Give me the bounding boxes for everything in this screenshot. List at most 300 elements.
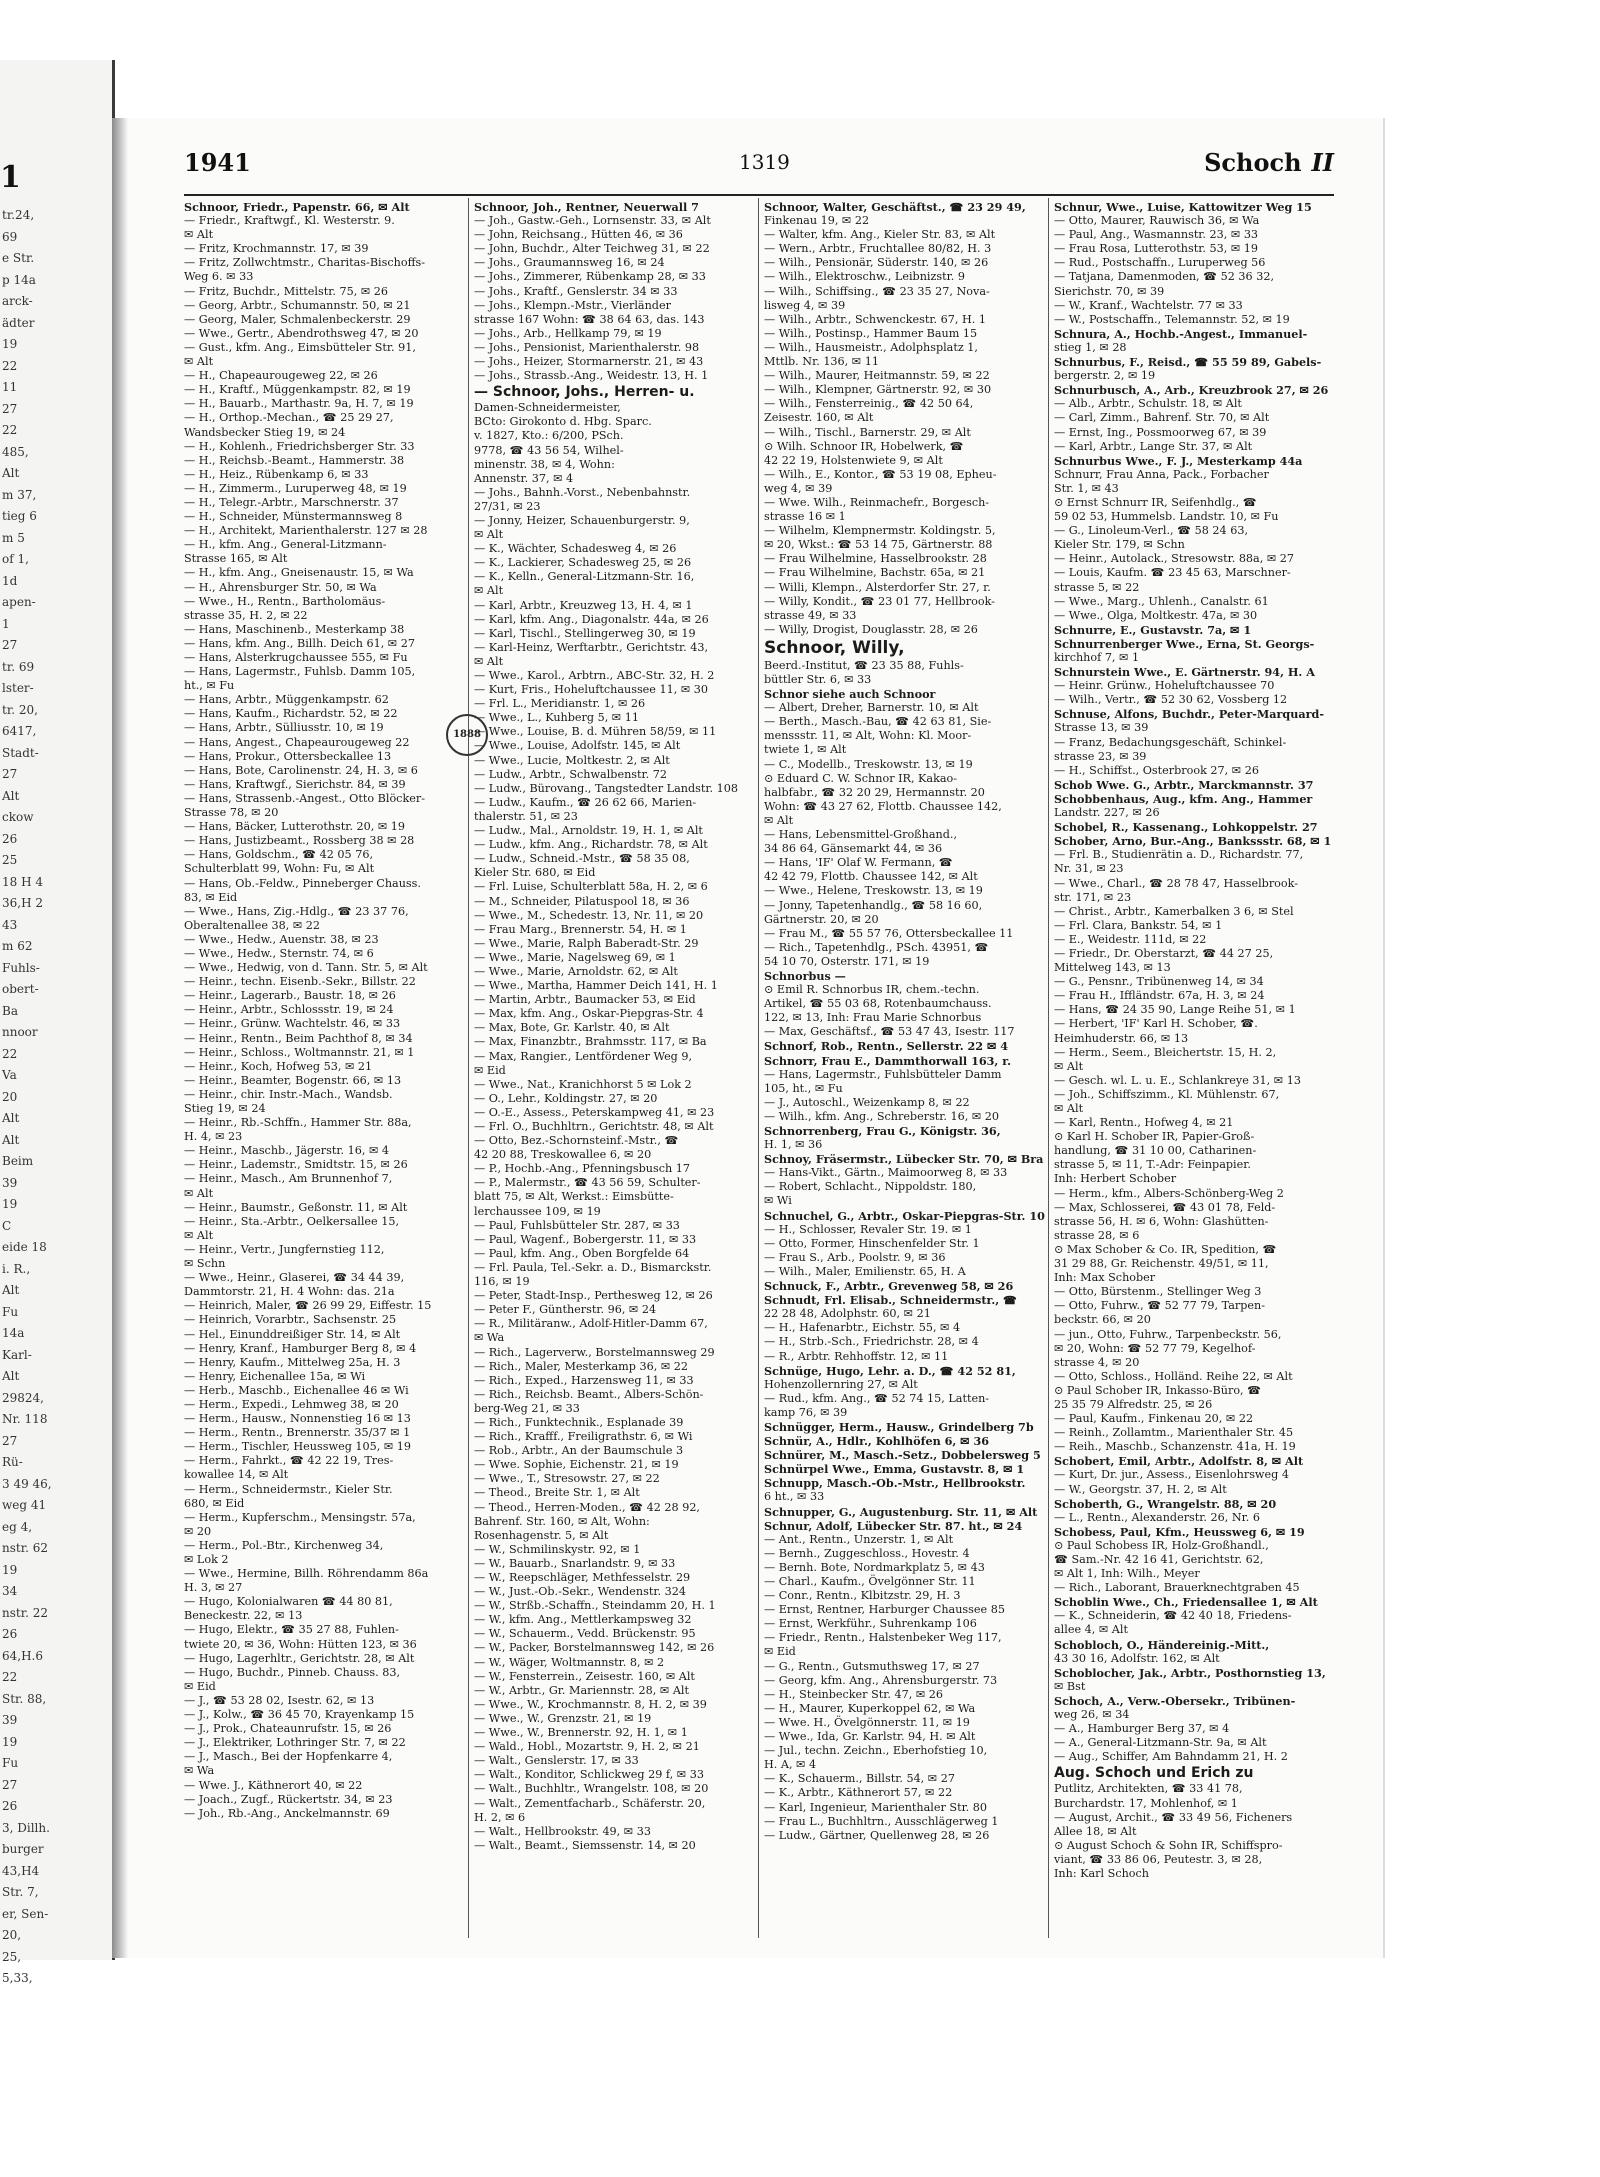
previous-page-fragment: m 5 xyxy=(2,530,25,545)
page-year: 1941 xyxy=(184,148,251,177)
directory-entry: — Joach., Zugf., Rückertstr. 34, ✉ 23 xyxy=(184,1792,393,1806)
directory-entry: — Wwe., Marg., Uhlenh., Canalstr. 61 xyxy=(1054,594,1269,608)
directory-entry: — Herm., kfm., Albers-Schönberg-Weg 2 xyxy=(1054,1186,1284,1200)
directory-entry: H. 3, ✉ 27 xyxy=(184,1581,243,1595)
previous-page-fragment: 26 xyxy=(2,1799,18,1813)
directory-entry: — Wilh., E., Kontor., ☎ 53 19 08, Epheu- xyxy=(764,467,997,481)
previous-page-fragment: Str. 88, xyxy=(2,1691,47,1706)
directory-entry: — Wilh., Schiffsing., ☎ 23 35 27, Nova- xyxy=(764,284,990,298)
directory-entry: strasse 49, ✉ 33 xyxy=(764,608,857,622)
page-header xyxy=(184,146,1334,186)
directory-entry: — G., Linoleum-Verl., ☎ 58 24 63, xyxy=(1054,524,1249,538)
previous-page-fragment: 27 xyxy=(2,401,18,416)
directory-entry: — Fritz, Buchdr., Mittelstr. 75, ✉ 26 xyxy=(184,284,388,298)
previous-page-number: 1 xyxy=(0,160,21,195)
directory-entry: Nr. 31, ✉ 23 xyxy=(1054,862,1124,876)
directory-entry: H. 4, ✉ 23 xyxy=(184,1130,243,1144)
directory-entry: ✉ Alt xyxy=(184,355,214,369)
directory-entry: — Carl, Zimm., Bahrenf. Str. 70, ✉ Alt xyxy=(1054,411,1270,425)
previous-page-fragment: 485, xyxy=(2,444,29,459)
previous-page-fragment: arck- xyxy=(2,294,33,308)
page-gutter-shadow xyxy=(112,118,128,1958)
directory-entry: Schnura, A., Hochb.-Angest., Immanuel- xyxy=(1054,326,1308,341)
directory-entry: — Rich., Krafff., Freiligrathstr. 6, ✉ Wi xyxy=(474,1430,693,1444)
directory-entry: — Schnoor, Johs., Herren- u. xyxy=(474,384,695,401)
directory-entry: 42 20 88, Treskowallee 6, ✉ 20 xyxy=(474,1148,652,1162)
directory-entry: 9778, ☎ 43 56 54, Wilhel- xyxy=(474,443,624,457)
directory-entry: Rosenhagenstr. 5, ✉ Alt xyxy=(474,1528,609,1542)
directory-entry: — Walt., Zementfacharb., Schäferstr. 20, xyxy=(474,1796,706,1810)
previous-page-fragment: tr. 20, xyxy=(2,702,38,717)
directory-entry: allee 4, ✉ Alt xyxy=(1054,1623,1128,1637)
previous-page-fragment: Alt xyxy=(2,1132,20,1147)
directory-entry: — Hans, Alsterkrugchaussee 555, ✉ Fu xyxy=(184,651,408,664)
directory-entry: Oberaltenallee 38, ✉ 22 xyxy=(184,918,321,932)
directory-entry: Schnürer, M., Masch.-Setz., Dobbelersweg 5 xyxy=(764,1448,1041,1463)
directory-entry: — Hans, Kraftwgf., Sierichstr. 84, ✉ 39 xyxy=(184,777,406,791)
previous-page-fragment: Str. 7, xyxy=(2,1885,39,1899)
directory-entry: — Johs., Zimmerer, Rübenkamp 28, ✉ 33 xyxy=(474,270,706,284)
directory-entry: — H., Ahrensburger Str. 50, ✉ Wa xyxy=(184,580,377,594)
directory-entry: weg 4, ✉ 39 xyxy=(764,481,833,495)
directory-entry: — Georg, kfm. Ang., Ahrensburgerstr. 73 xyxy=(764,1673,998,1687)
previous-page-fragment: i. R., xyxy=(2,1261,31,1276)
previous-page-fragment: lster- xyxy=(2,681,34,695)
directory-entry: — Charl., Kaufm., Övelgönner Str. 11 xyxy=(764,1575,976,1588)
directory-entry: 43 30 16, Adolfstr. 162, ✉ Alt xyxy=(1054,1651,1220,1665)
directory-entry: — Albert, Dreher, Barnerstr. 10, ✉ Alt xyxy=(764,701,979,715)
directory-entry: ht., ✉ Fu xyxy=(184,679,235,693)
directory-entry: — Ernst, Werkführ., Suhrenkamp 106 xyxy=(764,1617,977,1631)
directory-entry: — Rob., Arbtr., An der Baumschule 3 xyxy=(474,1444,684,1458)
directory-entry: — Herm., Schneidermstr., Kieler Str. xyxy=(184,1482,393,1496)
previous-page-fragment: 25 xyxy=(2,853,18,867)
directory-entry: — Ernst, Rentner, Harburger Chaussee 85 xyxy=(764,1603,1005,1617)
directory-entry: ✉ Eid xyxy=(184,1679,216,1693)
directory-entry: kowallee 14, ✉ Alt xyxy=(184,1468,289,1482)
directory-entry: ⊙ Karl H. Schober IR, Papier-Groß- xyxy=(1054,1130,1255,1144)
directory-entry: — Walt., Konditor, Schlickweg 29 f, ✉ 33 xyxy=(474,1768,704,1782)
directory-entry: — Hans, ☎ 24 35 90, Lange Reihe 51, ✉ 1 xyxy=(1054,1003,1296,1017)
directory-entry: — Paul, Wagenf., Bobergerstr. 11, ✉ 33 xyxy=(474,1232,697,1246)
directory-entry: Aug. Schoch und Erich zu xyxy=(1054,1765,1254,1782)
directory-entry: Schnoor, Willy, xyxy=(764,637,905,658)
directory-entry: — Otto, Maurer, Rauwisch 36, ✉ Wa xyxy=(1054,214,1260,228)
directory-entry: — W., Reepschläger, Methfesselstr. 29 xyxy=(474,1571,691,1584)
directory-entry: — Karl, Arbtr., Kreuzweg 13, H. 4, ✉ 1 xyxy=(474,598,693,612)
page-number: 1319 xyxy=(739,150,790,174)
header-rule xyxy=(184,194,1334,196)
directory-entry: str. 171, ✉ 23 xyxy=(1054,890,1132,904)
column-divider xyxy=(468,198,469,1938)
directory-entry: Putlitz, Architekten, ☎ 33 41 78, xyxy=(1054,1782,1243,1796)
directory-entry: — Frl. Paula, Tel.-Sekr. a. D., Bismarckstr. xyxy=(474,1260,712,1274)
directory-entry: — Johs., Pensionist, Marienthalerstr. 98 xyxy=(474,340,700,354)
directory-entry: Schobbenhaus, Aug., kfm. Ang., Hammer xyxy=(1054,791,1313,806)
directory-entry: — Martin, Arbtr., Baumacker 53, ✉ Eid xyxy=(474,993,696,1007)
directory-entry: — Wwe., H., Rentn., Bartholomäus- xyxy=(184,594,386,608)
directory-entry: — Walt., Buchhltr., Wrangelstr. 108, ✉ 20 xyxy=(474,1782,709,1796)
directory-entry: — Karl-Heinz, Werftarbtr., Gerichtstr. 43, xyxy=(474,640,709,654)
directory-entry: — Max, Schlosserei, ☎ 43 01 78, Feld- xyxy=(1054,1200,1276,1214)
directory-entry: — Wwe., T., Stresowstr. 27, ✉ 22 xyxy=(474,1472,660,1486)
directory-entry: — Otto, Bez.-Schornsteinf.-Mstr., ☎ xyxy=(474,1134,679,1148)
directory-entry: 42 22 19, Holstenwiete 9, ✉ Alt xyxy=(764,453,943,467)
directory-entry: — Wwe. Sophie, Eichenstr. 21, ✉ 19 xyxy=(474,1458,679,1472)
directory-entry: ⊙ Paul Schobess IR, Holz-Großhandl., xyxy=(1054,1538,1269,1552)
directory-entry: — Wilh., Vertr., ☎ 52 30 62, Vossberg 12 xyxy=(1054,693,1288,707)
directory-entry: — Heinr., Koch, Hofweg 53, ✉ 21 xyxy=(184,1059,373,1073)
directory-entry: Inh: Karl Schoch xyxy=(1054,1866,1150,1880)
directory-entry: — Max, Rangier., Lentfördener Weg 9, xyxy=(474,1049,693,1063)
directory-entry: — Louis, Kaufm. ☎ 23 45 63, Marschner- xyxy=(1054,566,1291,580)
directory-entry: — Heinr., Rentn., Beim Pachthof 8, ✉ 34 xyxy=(184,1031,413,1045)
previous-page-fragment: p 14a xyxy=(2,272,36,287)
previous-page-fragment: Fu xyxy=(2,1304,19,1319)
directory-entry: ✉ Alt xyxy=(184,1186,214,1200)
directory-entry: — Wwe., Hedw., Sternstr. 74, ✉ 6 xyxy=(184,946,374,960)
previous-page-fragment: tieg 6 xyxy=(2,509,37,523)
previous-page-fragment: 27 xyxy=(2,1433,18,1448)
directory-entry: — Herm., Pol.-Btr., Kirchenweg 34, xyxy=(184,1538,384,1552)
column-divider xyxy=(1048,198,1049,1938)
directory-entry: — Hans, Ob.-Feldw., Pinneberger Chauss. xyxy=(184,876,421,890)
directory-entry: — Bernh., Zuggeschloss., Hovestr. 4 xyxy=(764,1546,970,1560)
previous-page-fragment: 19 xyxy=(2,337,18,351)
directory-entry: strasse 35, H. 2, ✉ 22 xyxy=(184,608,308,622)
directory-entry: — K., Arbtr., Käthnerort 57, ✉ 22 xyxy=(764,1786,953,1800)
directory-entry: Kieler Str. 680, ✉ Eid xyxy=(474,866,596,880)
directory-entry: Finkenau 19, ✉ 22 xyxy=(764,214,870,228)
directory-entry: — Frau M., ☎ 55 57 76, Ottersbeckallee 11 xyxy=(764,926,1014,940)
directory-entry: — Max, Finanzbtr., Brahmsstr. 117, ✉ Ba xyxy=(474,1035,707,1049)
directory-entry: ☎ Sam.-Nr. 42 16 41, Gerichtstr. 62, xyxy=(1054,1553,1264,1566)
directory-entry: — Kurt, Fris., Hoheluftchaussee 11, ✉ 30 xyxy=(474,683,708,697)
previous-page-fragment: 34 xyxy=(2,1584,18,1598)
directory-entry: Zeisestr. 160, ✉ Alt xyxy=(764,411,874,425)
directory-entry: — Wern., Arbtr., Fruchtallee 80/82, H. 3 xyxy=(764,242,992,256)
directory-entry: Schnoy, Fräsermstr., Lübecker Str. 70, ✉ Bra xyxy=(764,1152,1044,1167)
guild-seal-1888-emblem: 1888 xyxy=(446,714,488,756)
directory-entry: berg-Weg 21, ✉ 33 xyxy=(474,1401,580,1415)
running-head xyxy=(1204,148,1334,177)
directory-entry: Beerd.-Institut, ☎ 23 35 88, Fuhls- xyxy=(764,658,964,672)
directory-entry: Wohn: ☎ 43 27 62, Flottb. Chaussee 142, xyxy=(764,799,1002,813)
previous-page-fragment: eide 18 xyxy=(2,1240,47,1254)
directory-entry: 116, ✉ 19 xyxy=(474,1275,530,1289)
directory-entry: twiete 1, ✉ Alt xyxy=(764,743,847,757)
directory-entry: ✉ 20, Wkst.: ☎ 53 14 75, Gärtnerstr. 88 xyxy=(764,538,993,552)
directory-entry: strasse 23, ✉ 39 xyxy=(1054,749,1147,763)
directory-entry: — Frau H., Iffländstr. 67a, H. 3, ✉ 24 xyxy=(1054,989,1265,1003)
directory-entry: — Kurt, Dr. jur., Assess., Eisenlohrsweg 4 xyxy=(1054,1468,1289,1482)
directory-entry: — Heinr., Beamter, Bogenstr. 66, ✉ 13 xyxy=(184,1073,402,1087)
directory-entry: — Otto, Bürstenm., Stellinger Weg 3 xyxy=(1054,1285,1262,1299)
directory-entry: — Wald., Hobl., Mozartstr. 9, H. 2, ✉ 21 xyxy=(474,1740,700,1754)
directory-entry: — Ludw., Gärtner, Quellenweg 28, ✉ 26 xyxy=(764,1828,990,1842)
directory-entry: handlung, ☎ 31 10 00, Catharinen- xyxy=(1054,1144,1257,1158)
directory-entry: — E., Weidestr. 111d, ✉ 22 xyxy=(1054,932,1207,946)
directory-entry: — Rich., Laborant, Brauerknechtgraben 45 xyxy=(1054,1581,1300,1595)
previous-page-fragment: Fu xyxy=(2,1756,19,1770)
directory-entry: — Wwe., L., Kuhberg 5, ✉ 11 xyxy=(474,711,639,725)
directory-entry: 59 02 53, Hummelsb. Landstr. 10, ✉ Fu xyxy=(1054,510,1279,524)
directory-entry: — Wwe., Marie, Ralph Baberadt-Str. 29 xyxy=(474,936,699,950)
directory-entry: Mittelweg 143, ✉ 13 xyxy=(1054,961,1171,975)
directory-entry: Schob Wwe. G., Arbtr., Marckmannstr. 37 xyxy=(1054,777,1314,792)
directory-entry: — J., Masch., Bei der Hopfenkarre 4, xyxy=(184,1750,393,1764)
directory-entry: Inh: Max Schober xyxy=(1054,1271,1156,1285)
previous-page-fragment: 26 xyxy=(2,1627,18,1641)
directory-entry: — Rich., Tapetenhdlg., PSch. 43951, ☎ xyxy=(764,940,989,954)
previous-page-fragment: ädter xyxy=(2,315,35,330)
directory-entry: stieg 1, ✉ 28 xyxy=(1054,340,1127,354)
directory-entry: — W., Packer, Borstelmannsweg 142, ✉ 26 xyxy=(474,1641,715,1655)
directory-entry: 122, ✉ 13, Inh: Frau Marie Schnorbus xyxy=(764,1011,982,1025)
directory-entry: — Heinrich, Maler, ☎ 26 99 29, Eiffestr. 15 xyxy=(184,1299,432,1313)
directory-entry: — Heinr., Vertr., Jungfernstieg 112, xyxy=(184,1242,385,1256)
column-2 xyxy=(474,200,750,1940)
directory-entry: — Christ., Arbtr., Kamerbalken 3 6, ✉ Stel xyxy=(1054,904,1294,918)
directory-entry: ✉ Eid xyxy=(764,1645,796,1659)
previous-page-fragment: burger xyxy=(2,1842,44,1856)
column-divider xyxy=(758,198,759,1938)
directory-entry: — Walt., Hellbrookstr. 49, ✉ 33 xyxy=(474,1824,651,1838)
directory-entry: — C., Modellb., Treskowstr. 13, ✉ 19 xyxy=(764,757,973,771)
directory-entry: — Wwe., W., Brennerstr. 92, H. 1, ✉ 1 xyxy=(474,1726,688,1740)
directory-entry: — H., Kohlenh., Friedrichsberger Str. 33 xyxy=(184,439,415,453)
directory-entry: — John, Buchdr., Alter Teichweg 31, ✉ 22 xyxy=(474,242,710,256)
directory-entry: — Heinrich, Vorarbtr., Sachsenstr. 25 xyxy=(184,1313,397,1327)
directory-entry: — H., Chapeaurougeweg 22, ✉ 26 xyxy=(184,369,378,383)
directory-entry: — J., Autoschl., Weizenkamp 8, ✉ 22 xyxy=(764,1095,970,1109)
directory-entry: — Heinr., chir. Instr.-Mach., Wandsb. xyxy=(184,1087,393,1101)
previous-page-fragment: obert- xyxy=(2,982,39,996)
directory-entry: — Hans, Bote, Carolinenstr. 24, H. 3, ✉ 6 xyxy=(184,763,418,777)
directory-entry: — K., Schneiderin, ☎ 42 40 18, Friedens- xyxy=(1054,1609,1292,1623)
directory-entry: — Heinr., Lademstr., Smidtstr. 15, ✉ 26 xyxy=(184,1158,408,1172)
directory-entry: — Franz, Bedachungsgeschäft, Schinkel- xyxy=(1054,735,1287,749)
directory-entry: 27/31, ✉ 23 xyxy=(474,499,541,513)
directory-entry: — Friedr., Rentn., Halstenbeker Weg 117, xyxy=(764,1631,1002,1645)
directory-entry: — Hans, Maschinenb., Mesterkamp 38 xyxy=(184,622,405,636)
directory-entry: — Wwe., Hedwig, von d. Tann. Str. 5, ✉ Alt xyxy=(184,961,428,975)
directory-entry: Strasse 165, ✉ Alt xyxy=(184,552,288,566)
directory-entry: Schobel, R., Kassenang., Lohkoppelstr. 27 xyxy=(1054,820,1318,835)
previous-page-fragment: m 37, xyxy=(2,487,37,502)
directory-entry: — H., Bauarb., Marthastr. 9a, H. 7, ✉ 19 xyxy=(184,397,414,411)
directory-entry: — Hans, Strassenb.-Angest., Otto Blöcker- xyxy=(184,791,425,805)
directory-entry: — Frau Wilhelmine, Bachstr. 65a, ✉ 21 xyxy=(764,566,986,580)
directory-entry: ✉ Bst xyxy=(1054,1679,1086,1693)
directory-entry: — H., Reichsb.-Beamt., Hammerstr. 38 xyxy=(184,453,405,467)
previous-page-fragment: 25, xyxy=(2,1949,22,1964)
directory-entry: Strasse 13, ✉ 39 xyxy=(1054,721,1149,735)
previous-page-fragment: 26 xyxy=(2,831,18,846)
directory-entry: — K., Schauerm., Billstr. 54, ✉ 27 xyxy=(764,1772,955,1786)
previous-page-fragment: Alt xyxy=(2,1111,20,1125)
previous-page-fragment: tr.24, xyxy=(2,208,35,222)
directory-entry: — Wwe., Hermine, Billh. Röhrendamm 86a xyxy=(184,1567,429,1581)
directory-entry: Wandsbecker Stieg 19, ✉ 24 xyxy=(184,425,346,439)
directory-entry: — Wwe., Lucie, Moltkestr. 2, ✉ Alt xyxy=(474,753,670,767)
directory-entry: — Gust., kfm. Ang., Eimsbütteler Str. 91, xyxy=(184,340,416,354)
directory-entry: — Wilh., Postinsp., Hammer Baum 15 xyxy=(764,326,978,340)
directory-entry: Inh: Herbert Schober xyxy=(1054,1172,1177,1186)
directory-entry: — Wwe., Gertr., Abendrothsweg 47, ✉ 20 xyxy=(184,326,419,340)
directory-entry: Gärtnerstr. 20, ✉ 20 xyxy=(764,912,879,926)
directory-entry: — Fritz, Krochmannstr. 17, ✉ 39 xyxy=(184,242,369,256)
directory-entry: — Wwe., Charl., ☎ 28 78 47, Hasselbrook- xyxy=(1054,876,1299,890)
directory-entry: Schnorbus — xyxy=(764,968,846,983)
directory-entry: — Jonny, Tapetenhandlg., ☎ 58 16 60, xyxy=(764,898,983,912)
directory-entry: kirchhof 7, ✉ 1 xyxy=(1054,651,1140,664)
directory-entry: — Herm., Expedi., Lehmweg 38, ✉ 20 xyxy=(184,1397,399,1411)
directory-entry: — J., Kolw., ☎ 36 45 70, Krayenkamp 15 xyxy=(184,1708,415,1722)
directory-entry: — Willi, Klempn., Alsterdorfer Str. 27, r. xyxy=(764,580,991,594)
previous-page-fragment: Stadt- xyxy=(2,745,39,760)
previous-page-fragment: nnoor xyxy=(2,1025,38,1039)
directory-entry: — Frau Rosa, Lutterothstr. 53, ✉ 19 xyxy=(1054,242,1258,256)
previous-page-fragment: Ba xyxy=(2,1003,18,1018)
previous-page-fragment: er, Sen- xyxy=(2,1906,49,1921)
directory-entry: — Wilh., Maurer, Heitmannstr. 59, ✉ 22 xyxy=(764,369,990,383)
previous-page-fragment: Va xyxy=(2,1068,17,1082)
directory-entry: — Max, kfm. Ang., Oskar-Piepgras-Str. 4 xyxy=(474,1007,704,1021)
directory-entry: — A., Hamburger Berg 37, ✉ 4 xyxy=(1054,1722,1230,1736)
directory-entry: ⊙ Emil R. Schnorbus IR, chem.-techn. xyxy=(764,983,980,997)
column-4 xyxy=(1054,200,1330,1940)
directory-entry: — Willy, Kondit., ☎ 23 01 77, Hellbrook- xyxy=(764,594,995,608)
directory-entry: Stieg 19, ✉ 24 xyxy=(184,1102,266,1115)
directory-entry: Schnurr, Frau Anna, Pack., Forbacher xyxy=(1054,467,1269,481)
directory-entry: 54 10 70, Osterstr. 171, ✉ 19 xyxy=(764,954,930,968)
previous-page-fragment: Nr. 118 xyxy=(2,1412,48,1426)
directory-entry: 105, ht., ✉ Fu xyxy=(764,1081,843,1095)
directory-entry: Kieler Str. 179, ✉ Schn xyxy=(1054,538,1185,552)
previous-page-fragment: Alt xyxy=(2,1283,20,1297)
directory-entry: Schnüge, Hugo, Lehr. a. D., ☎ 42 52 81, xyxy=(764,1363,1016,1378)
previous-page-fragment: 36,H 2 xyxy=(2,896,43,910)
directory-entry: Schnorf, Rob., Rentn., Sellerstr. 22 ✉ 4 xyxy=(764,1039,1009,1054)
directory-entry: — Frl. Clara, Bankstr. 54, ✉ 1 xyxy=(1054,918,1223,932)
directory-entry: — Wwe. Wilh., Reinmachefr., Borgesch- xyxy=(764,495,990,509)
directory-entry: — W., Arbtr., Gr. Mariennstr. 28, ✉ Alt xyxy=(474,1683,689,1697)
directory-entry: — Wilh., Klempner, Gärtnerstr. 92, ✉ 30 xyxy=(764,383,992,397)
directory-entry: — Hel., Einunddreißiger Str. 14, ✉ Alt xyxy=(184,1327,401,1341)
directory-entry: — Hans, Arbtr., Müggenkampstr. 62 xyxy=(184,693,389,707)
directory-entry: — Heinr., Baumstr., Geßonstr. 11, ✉ Alt xyxy=(184,1200,408,1214)
previous-page-fragment: Beim xyxy=(2,1154,34,1168)
directory-entry: Schnuse, Alfons, Buchdr., Peter-Marquard- xyxy=(1054,707,1324,722)
directory-entry: — W., Strßb.-Schaffn., Steindamm 20, H. 1 xyxy=(474,1599,716,1613)
directory-entry: Schoch, A., Verw.-Obersekr., Tribünen- xyxy=(1054,1693,1296,1708)
directory-entry: — Henry, Kaufm., Mittelweg 25a, H. 3 xyxy=(184,1355,401,1369)
directory-entry: — Herm., Seem., Bleichertstr. 15, H. 2, xyxy=(1054,1045,1277,1059)
directory-entry: — Frau Wilhelmine, Hasselbrookstr. 28 xyxy=(764,552,987,566)
directory-entry: lisweg 4, ✉ 39 xyxy=(764,298,846,312)
directory-entry: — H., Maurer, Kuperkoppel 62, ✉ Wa xyxy=(764,1701,976,1715)
directory-entry: — Johs., Heizer, Stormarnerstr. 21, ✉ 43 xyxy=(474,355,704,369)
previous-page-fragment: 29824, xyxy=(2,1390,44,1405)
directory-entry: — Heinr., Grünw. Wachtelstr. 46, ✉ 33 xyxy=(184,1017,401,1031)
directory-entry: — W., Georgstr. 37, H. 2, ✉ Alt xyxy=(1054,1482,1227,1496)
previous-page-fragment: 19 xyxy=(2,1197,18,1211)
directory-entry: Schnügger, Herm., Hausw., Grindelberg 7b xyxy=(764,1419,1034,1434)
directory-entry: Schnor siehe auch Schnoor xyxy=(764,687,936,702)
directory-entry: — Wwe., Louise, Adolfstr. 145, ✉ Alt xyxy=(474,739,681,753)
directory-entry: ⊙ Wilh. Schnoor IR, Hobelwerk, ☎ xyxy=(764,439,964,453)
directory-entry: ✉ Alt xyxy=(184,1228,214,1242)
previous-page-fragment: 20 xyxy=(2,1089,18,1104)
directory-entry: — Jul., techn. Zeichn., Eberhofstieg 10, xyxy=(764,1744,988,1758)
directory-entry: — Hugo, Elektr., ☎ 35 27 88, Fuhlen- xyxy=(184,1623,399,1637)
section-number: II xyxy=(1311,148,1334,177)
directory-entry: — Wwe., Ida, Gr. Karlstr. 94, H. ✉ Alt xyxy=(764,1730,976,1744)
directory-entry: — Frl. L., Meridianstr. 1, ✉ 26 xyxy=(474,697,646,711)
directory-entry: — Conr., Rentn., Klbitzstr. 29, H. 3 xyxy=(764,1589,961,1603)
previous-page-fragment: 1 xyxy=(2,616,10,631)
directory-entry: H. 1, ✉ 36 xyxy=(764,1138,823,1152)
directory-entry: — Wwe., Marie, Arnoldstr. 62, ✉ Alt xyxy=(474,964,678,978)
directory-entry: — Wilh., Arbtr., Schwenckestr. 67, H. 1 xyxy=(764,312,986,326)
directory-entry: — Hans, Goldschm., ☎ 42 05 76, xyxy=(184,848,373,862)
directory-entry: ⊙ Eduard C. W. Schnor IR, Kakao- xyxy=(764,771,958,785)
directory-entry: — M., Schneider, Pilatuspool 18, ✉ 36 xyxy=(474,894,690,908)
directory-entry: — J., ☎ 53 28 02, Isestr. 62, ✉ 13 xyxy=(184,1693,375,1707)
directory-entry: — Rich., Funktechnik., Esplanade 39 xyxy=(474,1415,684,1429)
directory-entry: Weg 6. ✉ 33 xyxy=(184,270,254,284)
previous-page-fragment: Alt xyxy=(2,1369,20,1383)
directory-entry: — jun., Otto, Fuhrw., Tarpenbeckstr. 56, xyxy=(1054,1327,1282,1341)
directory-entry: — Heinr., Arbtr., Schlossstr. 19, ✉ 24 xyxy=(184,1003,394,1017)
column-1 xyxy=(184,200,460,1940)
directory-entry: — Henry, Kranf., Hamburger Berg 8, ✉ 4 xyxy=(184,1341,417,1355)
directory-entry: ✉ Schn xyxy=(184,1257,226,1271)
previous-page-fragment: 22 xyxy=(2,1670,18,1684)
directory-entry: Schnuck, F., Arbtr., Grevenweg 58, ✉ 26 xyxy=(764,1279,1014,1294)
directory-entry: ✉ Eid xyxy=(474,1063,506,1077)
previous-page-fragment: 39 xyxy=(2,1175,18,1190)
directory-entry: strasse 5, ✉ 22 xyxy=(1054,580,1140,594)
directory-entry: — Otto, Fuhrw., ☎ 52 77 79, Tarpen- xyxy=(1054,1299,1265,1313)
directory-entry: strasse 56, H. ✉ 6, Wohn: Glashütten- xyxy=(1054,1214,1269,1228)
directory-entry: — Rich., Maler, Mesterkamp 36, ✉ 22 xyxy=(474,1359,689,1373)
directory-entry: — Theod., Herren-Moden., ☎ 42 28 92, xyxy=(474,1500,700,1514)
directory-entry: — Hans, Bäcker, Lutterothstr. 20, ✉ 19 xyxy=(184,820,406,834)
directory-entry: — Wwe., Louise, B. d. Mühren 58/59, ✉ 11 xyxy=(474,725,717,739)
directory-entry: — Wwe., Helene, Treskowstr. 13, ✉ 19 xyxy=(764,884,983,898)
previous-page-fragment: C xyxy=(2,1218,12,1233)
previous-page-fragment: Alt xyxy=(2,788,20,803)
directory-entry: Schnoor, Walter, Geschäftst., ☎ 23 29 49, xyxy=(764,200,1026,214)
directory-entry: Hohenzollernring 27, ✉ Alt xyxy=(764,1377,918,1391)
directory-entry: Schoblocher, Jak., Arbtr., Posthornstieg 13, xyxy=(1054,1665,1326,1680)
directory-entry: lerchaussee 109, ✉ 19 xyxy=(474,1204,601,1218)
directory-entry: — P., Malermstr., ☎ 43 56 59, Schulter- xyxy=(474,1176,701,1190)
previous-page-fragment: 69 xyxy=(2,229,18,244)
directory-entry: Schoberth, G., Wrangelstr. 88, ✉ 20 xyxy=(1054,1496,1277,1511)
previous-page-fragment: 22 xyxy=(2,358,18,373)
directory-entry: — K., Wächter, Schadesweg 4, ✉ 26 xyxy=(474,542,677,556)
directory-entry: — H., kfm. Ang., General-Litzmann- xyxy=(184,538,387,552)
directory-entry: strasse 5, ✉ 11, T.-Adr: Feinpapier. xyxy=(1054,1158,1251,1172)
directory-entry: — Paul, kfm. Ang., Oben Borgfelde 64 xyxy=(474,1246,690,1260)
directory-entry: Schnoor, Friedr., Papenstr. 66, ✉ Alt xyxy=(184,200,410,214)
directory-entry: — Rich., Reichsb. Beamt., Albers-Schön- xyxy=(474,1387,704,1401)
previous-page-fragment: 27 xyxy=(2,767,18,781)
directory-entry: strasse 167 Wohn: ☎ 38 64 63, das. 143 xyxy=(474,312,705,326)
